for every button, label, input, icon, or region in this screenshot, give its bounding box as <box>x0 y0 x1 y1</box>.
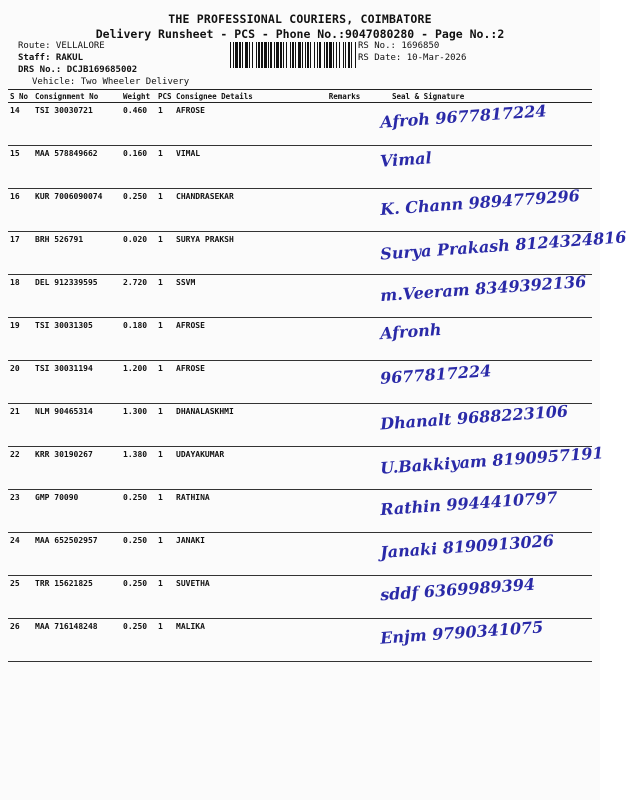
cell-cons: TRR 15621825 <box>33 576 121 619</box>
table-row <box>8 189 592 232</box>
cell-sno: 24 <box>8 533 33 576</box>
handwritten-signature: Afroh 9677817224 <box>379 101 548 132</box>
cell-sno: 25 <box>8 576 33 619</box>
cell-cons: TSI 30030721 <box>33 103 121 146</box>
cell-consignee: AFROSE <box>174 103 317 146</box>
cell-weight: 2.720 <box>121 275 156 318</box>
cell-signature <box>372 401 592 447</box>
cell-consignee: AFROSE <box>174 318 317 361</box>
cell-signature <box>372 271 592 318</box>
cell-signature <box>372 576 592 619</box>
handwritten-signature: sddf 6369989394 <box>379 574 536 605</box>
cell-cons: MAA 578849662 <box>33 146 121 189</box>
cell-sno: 26 <box>8 619 33 662</box>
cell-cons: MAA 716148248 <box>33 619 121 662</box>
cell-consignee: SURYA PRAKSH <box>174 232 317 275</box>
cell-weight: 1.380 <box>121 447 156 490</box>
cell-sno: 20 <box>8 361 33 404</box>
cell-pcs: 1 <box>156 404 174 447</box>
cell-cons: DEL 912339595 <box>33 275 121 318</box>
cell-consignee: SUVETHA <box>174 576 317 619</box>
cell-remarks <box>317 619 372 662</box>
cell-remarks <box>317 447 372 490</box>
cell-remarks <box>317 232 372 275</box>
cell-remarks <box>317 490 372 533</box>
cell-pcs: 1 <box>156 361 174 404</box>
table-row <box>8 447 592 490</box>
handwritten-signature: Dhanalt 9688223106 <box>379 401 569 434</box>
cell-consignee: AFROSE <box>174 361 317 404</box>
handwritten-signature: Surya Prakash 8124324816 <box>379 227 627 264</box>
handwritten-signature: m.Veeram 8349392136 <box>379 271 587 306</box>
cell-signature <box>372 103 592 146</box>
cell-sno: 18 <box>8 275 33 318</box>
table-row <box>8 404 592 447</box>
cell-remarks <box>317 275 372 318</box>
table-row <box>8 232 592 275</box>
cell-pcs: 1 <box>156 490 174 533</box>
cell-consignee: JANAKI <box>174 533 317 576</box>
cell-signature <box>372 443 605 490</box>
cell-remarks <box>317 533 372 576</box>
staff-line: Staff: RAKUL <box>18 53 84 63</box>
cell-weight: 0.250 <box>121 576 156 619</box>
table-row <box>8 275 592 318</box>
cell-weight: 0.160 <box>121 146 156 189</box>
cell-weight: 1.300 <box>121 404 156 447</box>
rs-number: RS No.: 1696850 <box>358 41 440 51</box>
vehicle-line: Vehicle: Two Wheeler Delivery <box>32 77 190 87</box>
cell-remarks <box>317 189 372 232</box>
cell-sno: 14 <box>8 103 33 146</box>
cell-remarks <box>317 146 372 189</box>
column-header: S No <box>8 90 33 103</box>
cell-consignee: DHANALASKHMI <box>174 404 317 447</box>
table-row <box>8 318 592 361</box>
cell-signature <box>372 227 627 275</box>
table-row <box>8 361 592 404</box>
rs-meta <box>358 40 466 64</box>
cell-pcs: 1 <box>156 232 174 275</box>
cell-cons: TSI 30031305 <box>33 318 121 361</box>
column-header: Weight <box>121 90 156 103</box>
cell-signature <box>372 146 592 189</box>
cell-weight: 0.250 <box>121 490 156 533</box>
cell-signature <box>372 318 592 361</box>
cell-sno: 19 <box>8 318 33 361</box>
runsheet-subtitle: Delivery Runsheet - PCS - Phone No.:9047080280 - Page No.:2 <box>95 27 505 41</box>
cell-weight: 0.250 <box>121 533 156 576</box>
cell-signature <box>372 487 592 533</box>
cell-cons: NLM 90465314 <box>33 404 121 447</box>
cell-cons: BRH 526791 <box>33 232 121 275</box>
cell-signature <box>372 530 592 576</box>
cell-cons: KUR 7006090074 <box>33 189 121 232</box>
cell-cons: MAA 652502957 <box>33 533 121 576</box>
route-line: Route: VELLALORE <box>18 41 105 51</box>
cell-cons: KRR 30190267 <box>33 447 121 490</box>
rs-date: RS Date: 10-Mar-2026 <box>358 53 467 63</box>
handwritten-signature: Janaki 8190913026 <box>379 530 555 563</box>
table-row <box>8 146 592 189</box>
cell-cons: GMP 70090 <box>33 490 121 533</box>
cell-pcs: 1 <box>156 146 174 189</box>
handwritten-signature: Afronh <box>379 319 442 344</box>
cell-pcs: 1 <box>156 533 174 576</box>
column-header: Seal & Signature <box>372 90 592 103</box>
cell-signature <box>372 361 592 404</box>
column-header: Consignment No <box>33 90 121 103</box>
table-row <box>8 576 592 619</box>
cell-sno: 21 <box>8 404 33 447</box>
cell-pcs: 1 <box>156 275 174 318</box>
table-row <box>8 490 592 533</box>
table-header-row <box>8 90 592 103</box>
cell-remarks <box>317 318 372 361</box>
cell-pcs: 1 <box>156 619 174 662</box>
cell-remarks <box>317 361 372 404</box>
cell-weight: 1.200 <box>121 361 156 404</box>
cell-pcs: 1 <box>156 318 174 361</box>
cell-remarks <box>317 404 372 447</box>
cell-weight: 0.250 <box>121 189 156 232</box>
company-title: THE PROFESSIONAL COURIERS, COIMBATORE <box>168 12 432 26</box>
cell-pcs: 1 <box>156 103 174 146</box>
handwritten-signature: 9677817224 <box>379 361 492 388</box>
table-row <box>8 619 592 662</box>
cell-sno: 16 <box>8 189 33 232</box>
cell-weight: 0.020 <box>121 232 156 275</box>
cell-sno: 17 <box>8 232 33 275</box>
drs-line: DRS No.: DCJB169685002 <box>18 65 138 75</box>
runsheet-table <box>8 89 627 662</box>
handwritten-signature: Enjm 9790341075 <box>379 617 544 648</box>
cell-consignee: VIMAL <box>174 146 317 189</box>
cell-signature <box>372 619 592 662</box>
cell-signature <box>372 186 592 232</box>
cell-weight: 0.460 <box>121 103 156 146</box>
cell-pcs: 1 <box>156 189 174 232</box>
barcode-image <box>230 42 356 68</box>
cell-consignee: SSVM <box>174 275 317 318</box>
column-header: Remarks <box>317 90 372 103</box>
cell-sno: 15 <box>8 146 33 189</box>
route-meta <box>18 40 189 88</box>
cell-weight: 0.250 <box>121 619 156 662</box>
table-row <box>8 103 592 146</box>
cell-pcs: 1 <box>156 447 174 490</box>
cell-consignee: MALIKA <box>174 619 317 662</box>
cell-consignee: UDAYAKUMAR <box>174 447 317 490</box>
handwritten-signature: Vimal <box>379 148 433 171</box>
cell-cons: TSI 30031194 <box>33 361 121 404</box>
cell-consignee: RATHINA <box>174 490 317 533</box>
table-body <box>8 101 627 662</box>
column-header: PCS <box>156 90 174 103</box>
cell-weight: 0.180 <box>121 318 156 361</box>
cell-remarks <box>317 576 372 619</box>
cell-consignee: CHANDRASEKAR <box>174 189 317 232</box>
cell-sno: 22 <box>8 447 33 490</box>
handwritten-signature: Rathin 9944410797 <box>379 487 559 520</box>
handwritten-signature: U.Bakkiyam 8190957191 <box>379 443 605 478</box>
table-row <box>8 533 592 576</box>
column-header: Consignee Details <box>174 90 317 103</box>
handwritten-signature: K. Chann 9894779296 <box>379 186 581 219</box>
cell-pcs: 1 <box>156 576 174 619</box>
cell-sno: 23 <box>8 490 33 533</box>
cell-remarks <box>317 103 372 146</box>
